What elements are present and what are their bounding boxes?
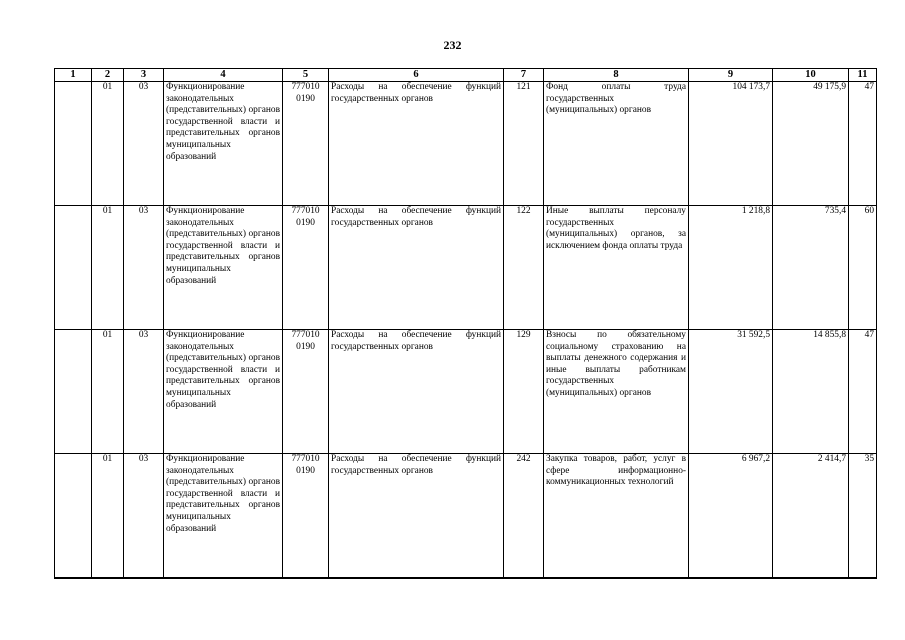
cell-amount-executed: 14 855,8 (773, 330, 849, 454)
target-article-part-1: 777010 (291, 82, 320, 92)
cell-subsection-name: Функционирование законодательных (представительных) органов государственной власти и представительных органов муниципальных образований (164, 82, 283, 206)
cell-target-article-name: Расходы на обеспечение функций государственных органов (329, 82, 504, 206)
col-header-10: 10 (773, 69, 849, 82)
cell-amount-planned: 31 592,5 (689, 330, 773, 454)
table-row (55, 330, 877, 454)
target-article-part-1: 777010 (291, 454, 320, 464)
cell-subsection-name: Функционирование законодательных (представительных) органов государственной власти и представительных органов муниципальных образований (164, 206, 283, 330)
target-article-part-1: 777010 (291, 206, 320, 216)
cell-execution-percent: 47 (849, 82, 877, 206)
cell-col-1 (55, 454, 92, 579)
cell-amount-planned: 104 173,7 (689, 82, 773, 206)
cell-expense-type-code: 129 (504, 330, 544, 454)
cell-amount-executed: 735,4 (773, 206, 849, 330)
target-article-part-1: 777010 (291, 330, 320, 340)
cell-expense-type-code: 122 (504, 206, 544, 330)
cell-expense-type-code: 242 (504, 454, 544, 579)
budget-table (54, 68, 877, 579)
cell-amount-executed: 49 175,9 (773, 82, 849, 206)
col-header-9: 9 (689, 69, 773, 82)
cell-expense-type-name: Закупка товаров, работ, услуг в сфере информационно-коммуникационных технологий (544, 454, 689, 579)
cell-subsection-code: 03 (124, 206, 164, 330)
cell-expense-type-name: Взносы по обязательному социальному страхованию на выплаты денежного содержания и иные выплаты работникам государственных (муниципальных) органов (544, 330, 689, 454)
col-header-2: 2 (92, 69, 124, 82)
cell-target-article-name: Расходы на обеспечение функций государственных органов (329, 454, 504, 579)
target-article-part-2: 0190 (296, 465, 315, 476)
cell-col-1 (55, 82, 92, 206)
cell-expense-type-code: 121 (504, 82, 544, 206)
cell-target-article (283, 330, 329, 454)
cell-execution-percent: 35 (849, 454, 877, 579)
cell-subsection-name: Функционирование законодательных (представительных) органов государственной власти и представительных органов муниципальных образований (164, 454, 283, 579)
col-header-7: 7 (504, 69, 544, 82)
col-header-4: 4 (164, 69, 283, 82)
target-article-part-2: 0190 (296, 341, 315, 352)
cell-target-article-name: Расходы на обеспечение функций государственных органов (329, 206, 504, 330)
col-header-1: 1 (55, 69, 92, 82)
table-row (55, 82, 877, 206)
cell-target-article (283, 206, 329, 330)
target-article-part-2: 0190 (296, 217, 315, 228)
cell-target-article-name: Расходы на обеспечение функций государственных органов (329, 330, 504, 454)
cell-subsection-code: 03 (124, 82, 164, 206)
col-header-5: 5 (283, 69, 329, 82)
header-row (55, 69, 877, 82)
table-row (55, 454, 877, 579)
cell-expense-type-name: Иные выплаты персоналу государственных (муниципальных) органов, за исключением фонда оплаты труда (544, 206, 689, 330)
cell-col-1 (55, 206, 92, 330)
cell-section-code: 01 (92, 206, 124, 330)
cell-amount-planned: 6 967,2 (689, 454, 773, 579)
col-header-3: 3 (124, 69, 164, 82)
table-row (55, 206, 877, 330)
col-header-6: 6 (329, 69, 504, 82)
cell-section-code: 01 (92, 330, 124, 454)
cell-target-article (283, 82, 329, 206)
cell-amount-planned: 1 218,8 (689, 206, 773, 330)
cell-subsection-name: Функционирование законодательных (представительных) органов государственной власти и представительных органов муниципальных образований (164, 330, 283, 454)
cell-col-1 (55, 330, 92, 454)
cell-target-article (283, 454, 329, 579)
cell-subsection-code: 03 (124, 454, 164, 579)
cell-section-code: 01 (92, 454, 124, 579)
page-number: 232 (443, 38, 462, 52)
cell-amount-executed: 2 414,7 (773, 454, 849, 579)
cell-expense-type-name: Фонд оплаты труда государственных (муниципальных) органов (544, 82, 689, 206)
target-article-part-2: 0190 (296, 93, 315, 104)
col-header-8: 8 (544, 69, 689, 82)
cell-subsection-code: 03 (124, 330, 164, 454)
col-header-11: 11 (849, 69, 877, 82)
cell-execution-percent: 60 (849, 206, 877, 330)
cell-section-code: 01 (92, 82, 124, 206)
cell-execution-percent: 47 (849, 330, 877, 454)
